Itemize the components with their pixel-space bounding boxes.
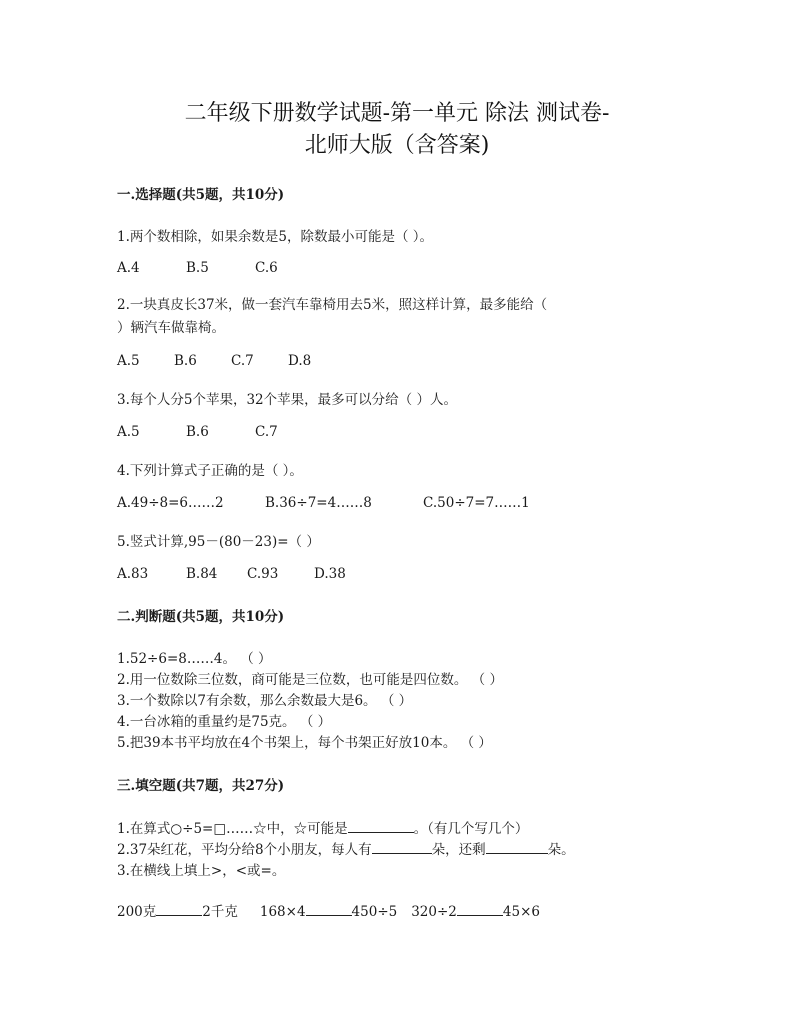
- judge-item-4: 4.一台冰箱的重量约是75克。 （ ）: [117, 714, 332, 730]
- question-1-1-options: [117, 260, 278, 276]
- judge-item-1: 1.52÷6=8……4。 （ ）: [117, 651, 272, 667]
- question-1-2-line2: ）辆汽车做靠椅。: [117, 320, 225, 336]
- compare-left: 320÷2: [411, 904, 457, 920]
- question-1-4: 4.下列计算式子正确的是（ ）。: [117, 463, 303, 479]
- option-a: A.83: [117, 566, 149, 582]
- compare-right: 45×6: [502, 904, 540, 920]
- question-1-4-options: [117, 495, 530, 511]
- option-b: B.5: [186, 260, 209, 276]
- question-1-2-options: [117, 353, 311, 369]
- option-a: A.4: [117, 260, 140, 276]
- option-b: B.84: [186, 566, 218, 582]
- fill-question-2: [117, 838, 575, 858]
- page-title-line1: 二年级下册数学试题-第一单元 除法 测试卷-: [184, 101, 610, 126]
- option-b: B.6: [186, 424, 209, 440]
- option-b: B.6: [174, 353, 197, 369]
- option-c: C.93: [247, 566, 279, 582]
- fill-q2-text-a: 2.37朵红花，平均分给8个小朋友，每人有: [117, 842, 372, 858]
- compare-blank[interactable]: [457, 903, 503, 916]
- fill-q2-text-b: 朵，还剩: [431, 842, 486, 858]
- judge-item-2: 2.用一位数除三位数，商可能是三位数，也可能是四位数。 （ ）: [117, 672, 503, 688]
- section2-heading: 二.判断题(共5题，共10分): [117, 609, 285, 625]
- question-1-1: 1.两个数相除，如果余数是5，除数最小可能是（ ）。: [117, 229, 434, 245]
- option-a: A.5: [117, 353, 140, 369]
- option-a: A.49÷8=6……2: [117, 495, 224, 511]
- option-c: C.7: [231, 353, 254, 369]
- question-1-2-line1: 2.一块真皮长37米，做一套汽车靠椅用去5米，照这样计算，最多能给（: [117, 297, 548, 313]
- judge-item-5: 5.把39本书平均放在4个书架上，每个书架正好放10本。 （ ）: [117, 735, 492, 751]
- option-c: C.6: [255, 260, 278, 276]
- question-1-5-options: [117, 566, 346, 582]
- question-1-3-options: [117, 424, 278, 440]
- judge-item-3: 3.一个数除以7有余数，那么余数最大是6。 （ ）: [117, 693, 413, 709]
- fill-q2-text-c: 朵。: [547, 842, 575, 858]
- compare-blank[interactable]: [306, 903, 352, 916]
- option-d: D.38: [314, 566, 346, 582]
- compare-left: 200克: [117, 904, 157, 920]
- option-a: A.5: [117, 424, 140, 440]
- question-1-5: 5.竖式计算,95－(80－23)=（ ）: [117, 534, 320, 550]
- option-c: C.50÷7=7……1: [423, 495, 530, 511]
- option-b: B.36÷7=4……8: [265, 495, 372, 511]
- compare-right: 2千克: [202, 904, 238, 920]
- section1-heading: 一.选择题(共5题，共10分): [117, 187, 285, 203]
- compare-row: [117, 900, 540, 920]
- fill-blank[interactable]: [486, 841, 548, 854]
- fill-q1-text-b: 。（有几个写几个）: [413, 821, 529, 837]
- fill-q1-text-a: 1.在算式○÷5=□……☆中，☆可能是: [117, 821, 348, 837]
- fill-question-1: [117, 817, 528, 837]
- option-c: C.7: [255, 424, 278, 440]
- compare-right: 450÷5: [351, 904, 398, 920]
- question-1-3: 3.每个人分5个苹果，32个苹果，最多可以分给（ ）人。: [117, 392, 457, 408]
- page-title-line2: 北师大版（含答案): [304, 133, 490, 158]
- fill-blank[interactable]: [372, 841, 432, 854]
- fill-blank[interactable]: [348, 820, 414, 833]
- compare-blank[interactable]: [156, 903, 202, 916]
- section3-heading: 三.填空题(共7题，共27分): [117, 778, 285, 794]
- option-d: D.8: [288, 353, 312, 369]
- compare-left: 168×4: [259, 904, 306, 920]
- fill-question-3: 3.在横线上填上>，<或=。: [117, 863, 286, 879]
